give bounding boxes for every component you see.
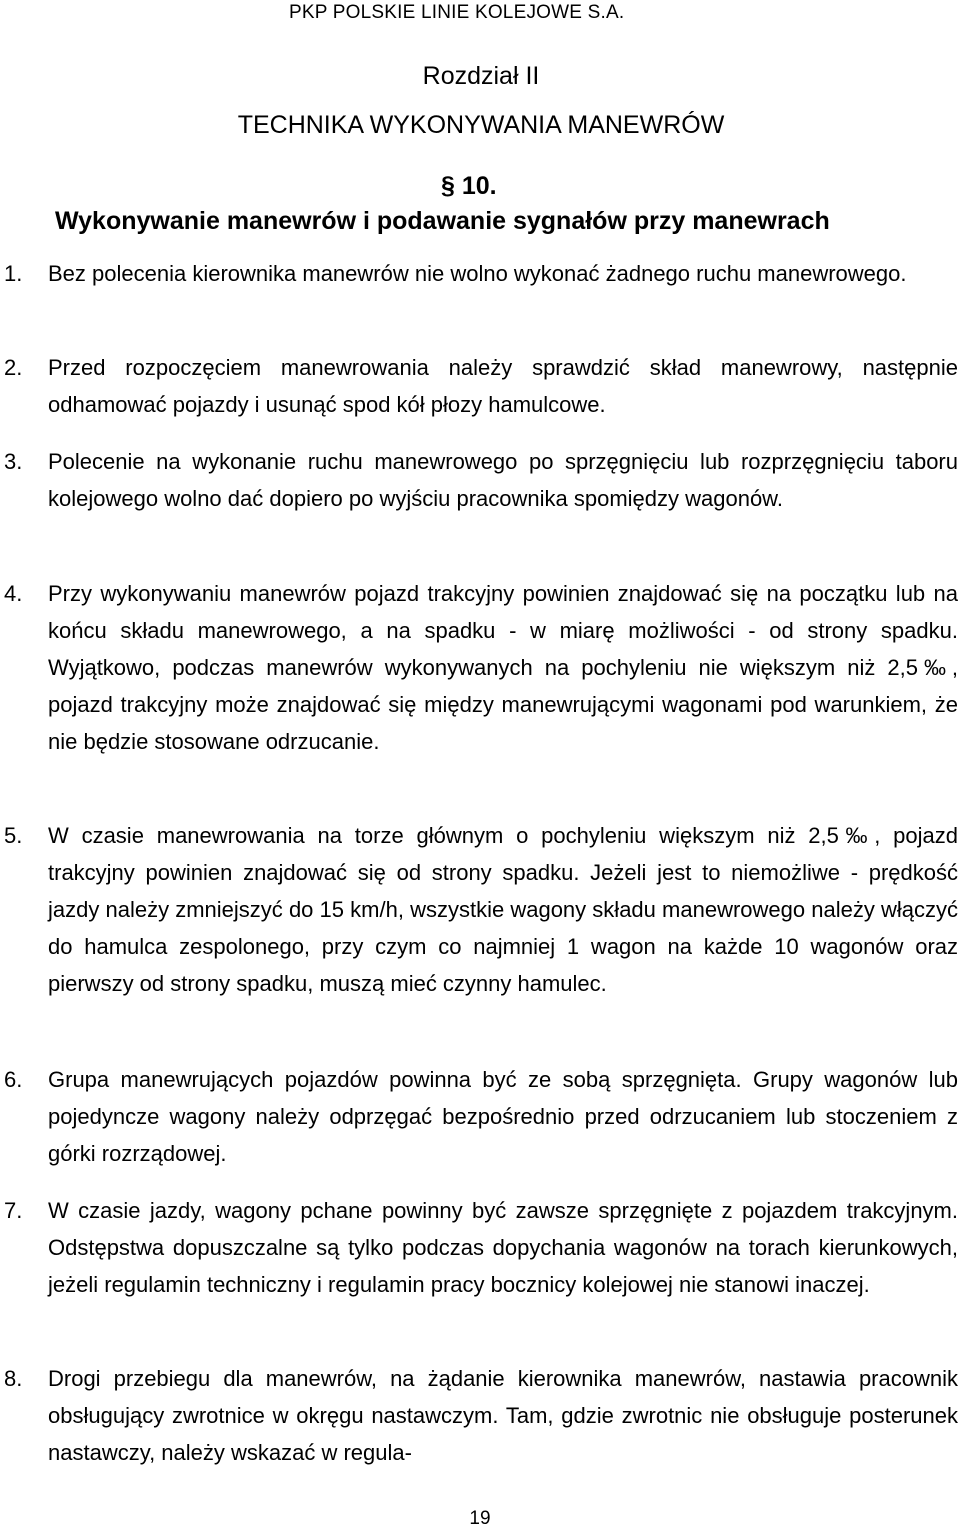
item-number: 8.	[4, 1366, 23, 1391]
item-number: 5.	[4, 823, 23, 848]
item-text: Drogi przebiegu dla manewrów, na żądanie kierownika manewrów, nastawia pracownik obsługujący zwrotnice w okręgu nastawczym. Tam, gdzie zwrotnic nie obsługuje posterunek nastawczy, należy wskazać w regula-	[48, 1366, 958, 1465]
item-number: 4.	[4, 581, 23, 606]
item-number: 6.	[4, 1067, 23, 1092]
section-number: § 10.	[441, 172, 497, 200]
item-number: 1.	[4, 261, 23, 286]
section-title: Wykonywanie manewrów i podawanie sygnałów przy manewrach	[55, 207, 830, 235]
page-number: 19	[469, 1508, 491, 1529]
item-text: Bez polecenia kierownika manewrów nie wolno wykonać żadnego ruchu manewrowego.	[48, 261, 907, 286]
chapter-label: Rozdział II	[422, 62, 540, 90]
chapter-title: TECHNIKA WYKONYWANIA MANEWRÓW	[237, 111, 725, 139]
item-text: Polecenie na wykonanie ruchu manewrowego po sprzęgnięciu lub rozprzęgnięciu taboru kolejowego wolno dać dopiero po wyjściu pracownika spomiędzy wagonów.	[48, 449, 958, 511]
item-text: Przy wykonywaniu manewrów pojazd trakcyjny powinien znajdować się na początku lub na końcu składu manewrowego, a na spadku - w miarę możliwości - od strony spadku. Wyjątkowo, podczas manewrów wykonywanych na pochyleniu nie większym niż 2,5‰, pojazd trakcyjny może znajdować się między manewrującymi wagonami pod warunkiem, że nie będzie stosowane odrzucanie.	[48, 581, 958, 754]
item-text: W czasie manewrowania na torze głównym o pochyleniu większym niż 2,5‰, pojazd trakcyjny powinien znajdować się od strony spadku. Jeżeli jest to niemożliwe - prędkość jazdy należy zmniejszyć do 15 km/h, wszystkie wagony składu manewrowego należy włączyć do hamulca zespolonego, przy czym co najmniej 1 wagon na każde 10 wagonów oraz pierwszy od strony spadku, muszą mieć czynny hamulec.	[48, 823, 958, 996]
running-header: PKP POLSKIE LINIE KOLEJOWE S.A.	[289, 2, 625, 23]
item-text: Przed rozpoczęciem manewrowania należy sprawdzić skład manewrowy, następnie odhamować pojazdy i usunąć spod kół płozy hamulcowe.	[48, 355, 958, 417]
item-number: 3.	[4, 449, 23, 474]
item-text: W czasie jazdy, wagony pchane powinny być zawsze sprzęgnięte z pojazdem trakcyjnym. Odstępstwa dopuszczalne są tylko podczas dopychania wagonów na torach kierunkowych, jeżeli regulamin techniczny i regulamin pracy bocznicy kolejowej nie stanowi inaczej.	[48, 1198, 958, 1297]
item-number: 2.	[4, 355, 23, 380]
item-number: 7.	[4, 1198, 23, 1223]
item-text: Grupa manewrujących pojazdów powinna być ze sobą sprzęgnięta. Grupy wagonów lub pojedyncze wagony należy odprzęgać bezpośrednio przed odrzucaniem lub stoczeniem z górki rozrządowej.	[48, 1067, 958, 1166]
